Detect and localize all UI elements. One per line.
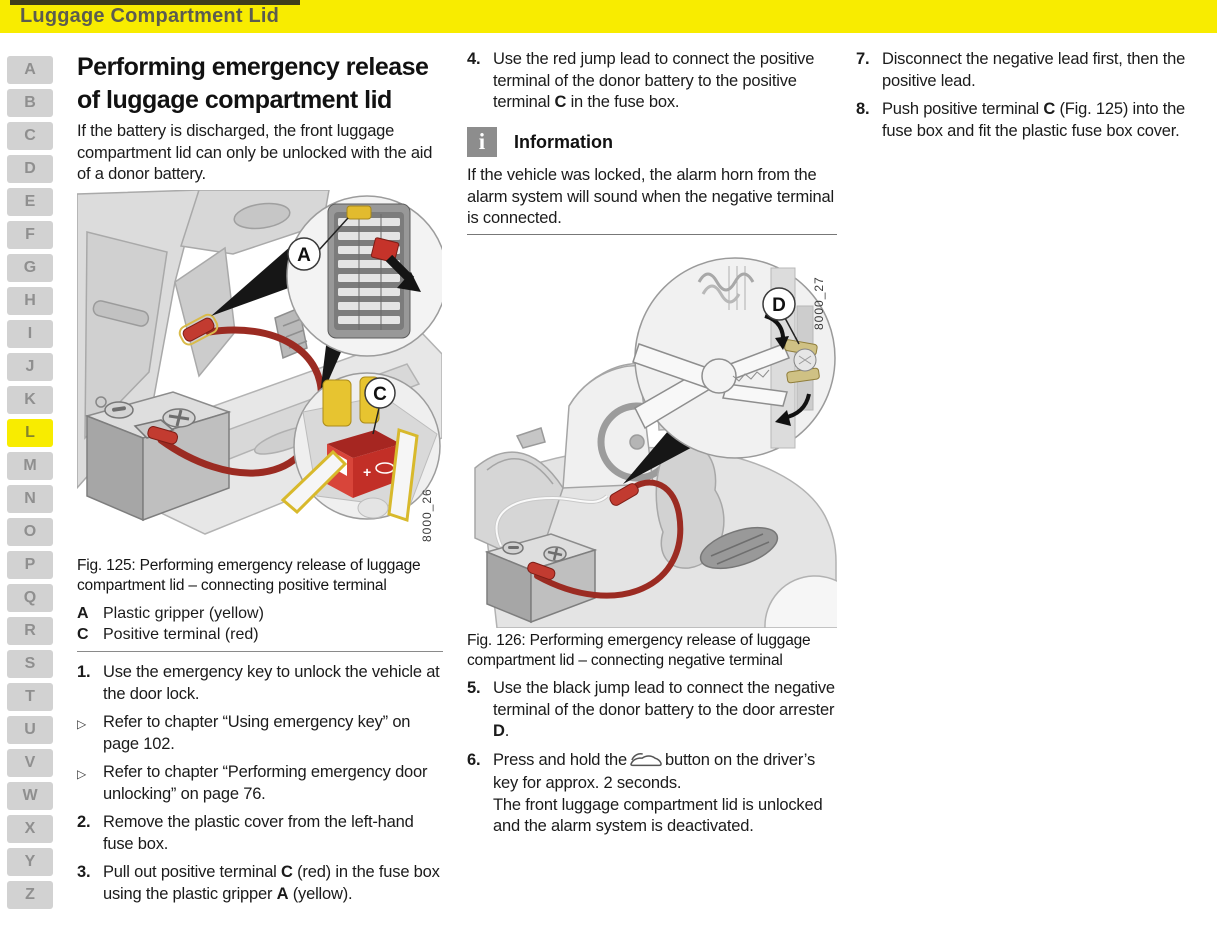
step-item bbox=[77, 862, 443, 905]
figure-126-caption: Fig. 126: Performing emergency release of luggage compartment lid – connecting negative terminal bbox=[467, 632, 811, 669]
figure-125-caption: Fig. 125: Performing emergency release of luggage compartment lid – connecting positive terminal bbox=[77, 557, 421, 594]
information-title: Information bbox=[514, 131, 613, 152]
alphabet-index-sidebar bbox=[7, 56, 53, 916]
step-number: 8. bbox=[856, 100, 870, 118]
step-text: Refer to chapter “Performing emergency door unlocking” on page 76. bbox=[103, 763, 428, 803]
index-tab-u[interactable]: U bbox=[7, 716, 53, 744]
step-number: 5. bbox=[467, 679, 481, 697]
callout-c-label: C bbox=[373, 384, 387, 405]
figure-125-code: 8000_26 bbox=[420, 488, 434, 542]
legend-row bbox=[77, 624, 442, 645]
divider-rule bbox=[77, 651, 443, 652]
step-text: Press and hold the button on the driver’s key for approx. 2 seconds. The front luggage compartment lid is unlocked and the alarm system is deactivated. bbox=[493, 750, 823, 835]
step-text: Refer to chapter “Using emergency key” on page 102. bbox=[103, 713, 411, 753]
ref-arrow-marker: ▷ bbox=[77, 717, 87, 731]
index-tab-k[interactable]: K bbox=[7, 386, 53, 414]
index-tab-q[interactable]: Q bbox=[7, 584, 53, 612]
index-tab-d[interactable]: D bbox=[7, 155, 53, 183]
figure-126-illustration bbox=[467, 246, 837, 628]
index-tab-x[interactable]: X bbox=[7, 815, 53, 843]
index-tab-l[interactable]: L bbox=[7, 419, 53, 447]
figure-126-svg bbox=[467, 246, 837, 628]
index-tab-z[interactable]: Z bbox=[7, 881, 53, 909]
steps-list-col3 bbox=[856, 49, 1208, 149]
index-tab-s[interactable]: S bbox=[7, 650, 53, 678]
ref-arrow-marker: ▷ bbox=[77, 767, 87, 781]
step-number: 2. bbox=[77, 813, 91, 831]
step-text: Use the black jump lead to connect the negative terminal of the donor battery to the door arrester D. bbox=[493, 679, 835, 740]
figure-125-illustration bbox=[77, 190, 442, 552]
index-tab-w[interactable]: W bbox=[7, 782, 53, 810]
index-tab-i[interactable]: I bbox=[7, 320, 53, 348]
step-text: Use the emergency key to unlock the vehicle at the door lock. bbox=[103, 663, 440, 703]
step-item bbox=[467, 750, 839, 838]
step-text: Disconnect the negative lead first, then the positive lead. bbox=[882, 50, 1186, 90]
index-tab-e[interactable]: E bbox=[7, 188, 53, 216]
legend-key: C bbox=[77, 626, 89, 643]
article-title: Performing emergency release of luggage compartment lid bbox=[77, 53, 429, 114]
step-number: 1. bbox=[77, 663, 91, 681]
index-tab-f[interactable]: F bbox=[7, 221, 53, 249]
index-tab-n[interactable]: N bbox=[7, 485, 53, 513]
legend-key: A bbox=[77, 605, 89, 622]
legend-row bbox=[77, 603, 442, 624]
index-tab-g[interactable]: G bbox=[7, 254, 53, 282]
legend-label: Plastic gripper (yellow) bbox=[103, 605, 264, 622]
step-item bbox=[77, 662, 443, 705]
steps-list-col2-bottom bbox=[467, 678, 839, 845]
index-tab-p[interactable]: P bbox=[7, 551, 53, 579]
step-item bbox=[856, 49, 1208, 92]
step-text: Pull out positive terminal C (red) in the fuse box using the plastic gripper A (yellow). bbox=[103, 863, 440, 903]
callout-d-label: D bbox=[772, 295, 786, 316]
article-intro: If the battery is discharged, the front luggage compartment lid can only be unlocked with the aid of a donor battery. bbox=[77, 122, 433, 183]
figure-125-svg bbox=[77, 190, 442, 552]
steps-list-col2-top bbox=[467, 49, 839, 121]
index-tab-b[interactable]: B bbox=[7, 89, 53, 117]
steps-list-col1 bbox=[77, 662, 443, 912]
step-text: Use the red jump lead to connect the positive terminal of the donor battery to the positive terminal C in the fuse box. bbox=[493, 50, 815, 111]
figure-125-legend bbox=[77, 603, 442, 645]
car-front-lid-icon bbox=[630, 752, 662, 774]
index-tab-t[interactable]: T bbox=[7, 683, 53, 711]
cross-reference-item bbox=[77, 712, 443, 755]
step-text: Remove the plastic cover from the left-hand fuse box. bbox=[103, 813, 414, 853]
legend-label: Positive terminal (red) bbox=[103, 626, 259, 643]
divider-rule bbox=[467, 234, 837, 235]
step-number: 3. bbox=[77, 863, 91, 881]
step-number: 6. bbox=[467, 750, 481, 769]
step-item bbox=[467, 49, 839, 114]
index-tab-v[interactable]: V bbox=[7, 749, 53, 777]
svg-text:+: + bbox=[363, 464, 372, 480]
callout-a-label: A bbox=[297, 245, 311, 266]
index-tab-c[interactable]: C bbox=[7, 122, 53, 150]
step-number: 7. bbox=[856, 50, 870, 68]
step-item bbox=[77, 812, 443, 855]
chapter-title: Luggage Compartment Lid bbox=[20, 5, 280, 27]
step-number: 4. bbox=[467, 50, 481, 68]
index-tab-y[interactable]: Y bbox=[7, 848, 53, 876]
step-item bbox=[467, 678, 839, 743]
index-tab-r[interactable]: R bbox=[7, 617, 53, 645]
index-tab-h[interactable]: H bbox=[7, 287, 53, 315]
figure-126-code: 8000_27 bbox=[812, 276, 826, 330]
index-tab-m[interactable]: M bbox=[7, 452, 53, 480]
index-tab-o[interactable]: O bbox=[7, 518, 53, 546]
information-box-header bbox=[467, 127, 839, 157]
step-text: Push positive terminal C (Fig. 125) into the fuse box and fit the plastic fuse box cover. bbox=[882, 100, 1186, 140]
cross-reference-item bbox=[77, 762, 443, 805]
scan-edge-artifact bbox=[10, 0, 300, 5]
information-body: If the vehicle was locked, the alarm horn from the alarm system will sound when the negative terminal is connected. bbox=[467, 166, 834, 227]
information-icon: i bbox=[467, 127, 497, 157]
step-item bbox=[856, 99, 1208, 142]
index-tab-j[interactable]: J bbox=[7, 353, 53, 381]
index-tab-a[interactable]: A bbox=[7, 56, 53, 84]
